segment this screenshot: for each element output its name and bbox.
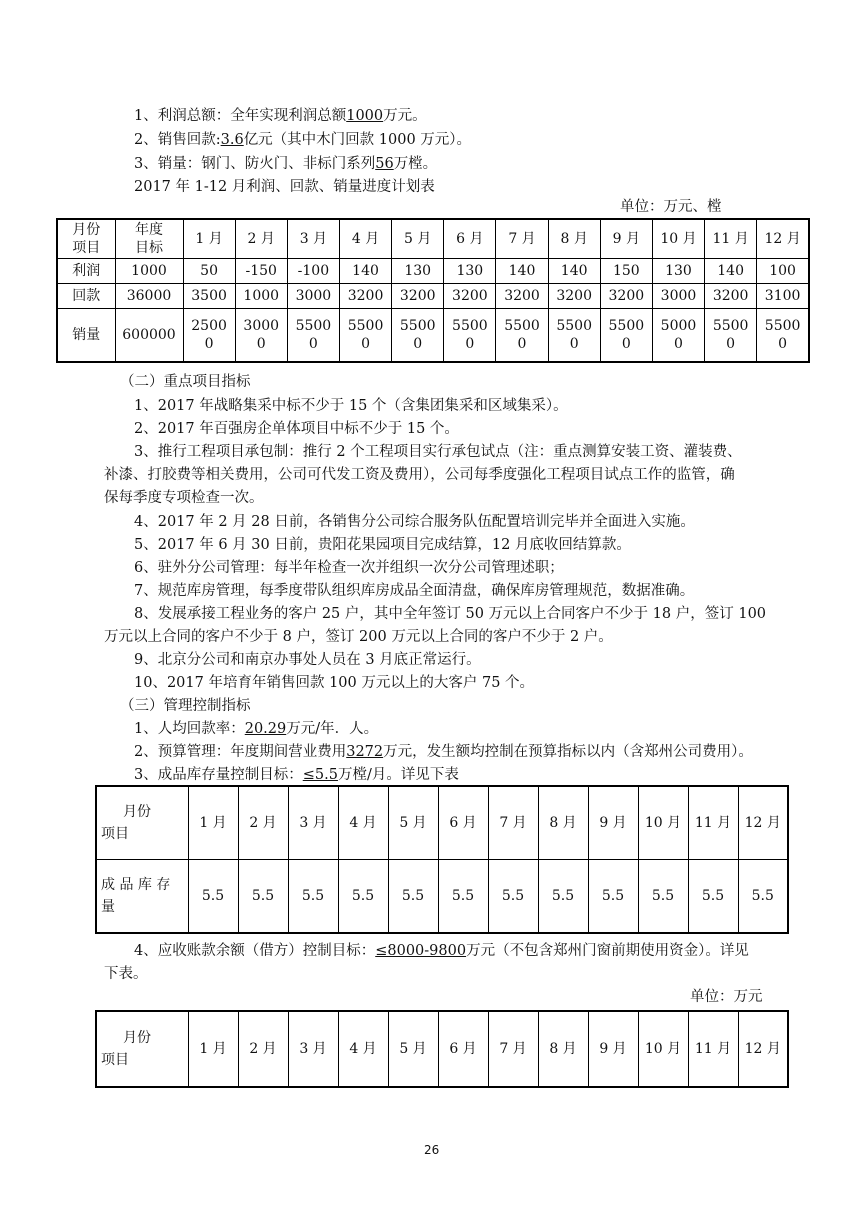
cell: 5.5 — [488, 860, 538, 934]
month-header: 2 月 — [238, 1011, 288, 1087]
target-sales-line: 3、销量：钢门、防火门、非标门系列56万樘。 — [134, 156, 438, 172]
cell: 5000 0 — [652, 309, 704, 363]
section2-title: （二）重点项目指标 — [120, 374, 251, 390]
cell: 5500 0 — [444, 309, 496, 363]
cell: -150 — [235, 259, 287, 284]
month-header: 3 月 — [288, 786, 338, 860]
month-header: 4 月 — [338, 1011, 388, 1087]
section2-item: 1、2017 年战略集采中标不少于 15 个（含集团集采和区域集采）。 — [134, 398, 568, 414]
month-header: 3 月 — [288, 1011, 338, 1087]
month-header: 10 月 — [652, 219, 704, 259]
corner-cell: 月份 项目 — [96, 1011, 188, 1087]
table-row-profit — [57, 259, 809, 284]
month-header: 5 月 — [388, 786, 438, 860]
cell: 5500 0 — [287, 309, 339, 363]
month-header: 10 月 — [638, 786, 688, 860]
table-header-row — [57, 219, 809, 259]
cell: 5.5 — [538, 860, 588, 934]
section2-item: 保每季度专项检查一次。 — [104, 490, 264, 506]
month-header: 12 月 — [738, 786, 788, 860]
cell: 3200 — [600, 284, 652, 309]
cell: 5500 0 — [600, 309, 652, 363]
month-header: 1 月 — [188, 1011, 238, 1087]
cell: 100 — [757, 259, 809, 284]
cell: 5.5 — [288, 860, 338, 934]
section2-item: 3、推行工程项目承包制：推行 2 个工程项目实行承包试点（注：重点测算安装工资、灌装费、 — [134, 444, 742, 460]
month-header: 3 月 — [287, 219, 339, 259]
section2-item: 7、规范库房管理，每季度带队组织库房成品全面清盘，确保库房管理规范，数据准确。 — [134, 583, 695, 599]
section2-item: 9、北京分公司和南京办事处人员在 3 月底正常运行。 — [134, 652, 481, 668]
table1-title: 2017 年 1-12 月利润、回款、销量进度计划表 — [134, 179, 435, 195]
cell: 130 — [652, 259, 704, 284]
row-label: 利润 — [57, 259, 115, 284]
cell: 3100 — [757, 284, 809, 309]
month-header: 4 月 — [339, 219, 391, 259]
cell: 3200 — [496, 284, 548, 309]
month-header: 5 月 — [388, 1011, 438, 1087]
section2-item: 5、2017 年 6 月 30 日前，贵阳花果园项目完成结算，12 月底收回结算款。 — [134, 537, 631, 553]
table3-unit: 单位：万元 — [690, 989, 763, 1005]
receivables-line-cont: 下表。 — [104, 966, 148, 982]
receivables-table — [95, 1010, 789, 1088]
receivables-line: 4、应收账款余额（借方）控制目标：≤8000-9800万元（不包含郑州门窗前期使用资金）。详见 — [134, 943, 749, 959]
month-header: 11 月 — [688, 1011, 738, 1087]
month-header: 9 月 — [600, 219, 652, 259]
month-header: 2 月 — [238, 786, 288, 860]
month-header: 10 月 — [638, 1011, 688, 1087]
page-number: 26 — [424, 1143, 440, 1157]
target-payment-line: 2、销售回款:3.6亿元（其中木门回款 1000 万元）。 — [134, 132, 472, 148]
cell: 140 — [496, 259, 548, 284]
row-label: 回款 — [57, 284, 115, 309]
month-header: 5 月 — [392, 219, 444, 259]
section2-item: 4、2017 年 2 月 28 日前，各销售分公司综合服务队伍配置培训完毕并全面进入实施。 — [134, 514, 695, 530]
cell: -100 — [287, 259, 339, 284]
inventory-control-table — [95, 785, 789, 934]
cell: 3200 — [548, 284, 600, 309]
section2-item: 万元以上合同的客户不少于 8 户，签订 200 万元以上合同的客户不少于 2 户。 — [104, 629, 613, 645]
corner-cell: 月份 项目 — [57, 219, 115, 259]
cell: 140 — [548, 259, 600, 284]
month-header: 1 月 — [188, 786, 238, 860]
month-header: 7 月 — [488, 1011, 538, 1087]
month-header: 2 月 — [235, 219, 287, 259]
cell: 3200 — [392, 284, 444, 309]
cell: 3000 — [652, 284, 704, 309]
cell: 5.5 — [738, 860, 788, 934]
corner-cell: 月份 项目 — [96, 786, 188, 860]
annual-target-header: 年度 目标 — [115, 219, 183, 259]
cell: 5500 0 — [548, 309, 600, 363]
month-header: 8 月 — [548, 219, 600, 259]
cell: 5500 0 — [339, 309, 391, 363]
month-header: 12 月 — [738, 1011, 788, 1087]
month-header: 11 月 — [688, 786, 738, 860]
month-header: 6 月 — [438, 1011, 488, 1087]
section3-item: 3、成品库存量控制目标：≤5.5万樘/月。详见下表 — [134, 767, 459, 783]
table-header-row — [96, 786, 788, 860]
row-target: 1000 — [115, 259, 183, 284]
month-header: 7 月 — [496, 219, 548, 259]
cell: 1000 — [235, 284, 287, 309]
cell: 3200 — [705, 284, 757, 309]
cell: 5.5 — [438, 860, 488, 934]
cell: 5500 0 — [757, 309, 809, 363]
month-header: 8 月 — [538, 786, 588, 860]
section3-item: 2、预算管理：年度期间营业费用3272万元，发生额均控制在预算指标以内（含郑州公司费用）。 — [134, 744, 753, 760]
cell: 2500 0 — [183, 309, 235, 363]
cell: 3500 — [183, 284, 235, 309]
cell: 5.5 — [238, 860, 288, 934]
section2-item: 补漆、打胶费等相关费用，公司可代发工资及费用），公司每季度强化工程项目试点工作的监管，确 — [104, 467, 735, 483]
cell: 130 — [444, 259, 496, 284]
month-header: 4 月 — [338, 786, 388, 860]
table1-unit: 单位：万元、樘 — [620, 199, 722, 215]
month-header: 6 月 — [438, 786, 488, 860]
cell: 3000 — [287, 284, 339, 309]
month-header: 9 月 — [588, 1011, 638, 1087]
month-header: 1 月 — [183, 219, 235, 259]
cell: 3000 0 — [235, 309, 287, 363]
table-row-sales — [57, 309, 809, 363]
cell: 50 — [183, 259, 235, 284]
row-label: 成 品 库 存 量 — [96, 860, 188, 934]
cell: 5.5 — [688, 860, 738, 934]
cell: 5.5 — [188, 860, 238, 934]
month-header: 11 月 — [705, 219, 757, 259]
cell: 3200 — [339, 284, 391, 309]
section2-item: 6、驻外分公司管理：每半年检查一次并组织一次分公司管理述职； — [134, 560, 564, 576]
section3-item: 1、人均回款率：20.29万元/年．人。 — [134, 721, 379, 737]
table-row-inventory — [96, 860, 788, 934]
row-label: 销量 — [57, 309, 115, 363]
month-header: 6 月 — [444, 219, 496, 259]
cell: 5.5 — [638, 860, 688, 934]
cell: 5500 0 — [705, 309, 757, 363]
section2-item: 2、2017 年百强房企单体项目中标不少于 15 个。 — [134, 421, 459, 437]
cell: 5.5 — [388, 860, 438, 934]
month-header: 7 月 — [488, 786, 538, 860]
table-header-row — [96, 1011, 788, 1087]
section3-title: （三）管理控制指标 — [120, 698, 251, 714]
target-profit-line: 1、利润总额：全年实现利润总额1000万元。 — [134, 108, 427, 124]
section2-item: 8、发展承接工程业务的客户 25 户，其中全年签订 50 万元以上合同客户不少于 18 户，签订 100 — [134, 606, 767, 622]
cell: 130 — [392, 259, 444, 284]
progress-plan-table — [56, 218, 810, 363]
cell: 140 — [339, 259, 391, 284]
month-header: 12 月 — [757, 219, 809, 259]
section2-item: 10、2017 年培育年销售回款 100 万元以上的大客户 75 个。 — [134, 675, 535, 691]
cell: 5500 0 — [496, 309, 548, 363]
row-target: 600000 — [115, 309, 183, 363]
cell: 140 — [705, 259, 757, 284]
cell: 5.5 — [338, 860, 388, 934]
cell: 150 — [600, 259, 652, 284]
month-header: 9 月 — [588, 786, 638, 860]
row-target: 36000 — [115, 284, 183, 309]
cell: 5500 0 — [392, 309, 444, 363]
table-row-payment — [57, 284, 809, 309]
cell: 3200 — [444, 284, 496, 309]
month-header: 8 月 — [538, 1011, 588, 1087]
cell: 5.5 — [588, 860, 638, 934]
